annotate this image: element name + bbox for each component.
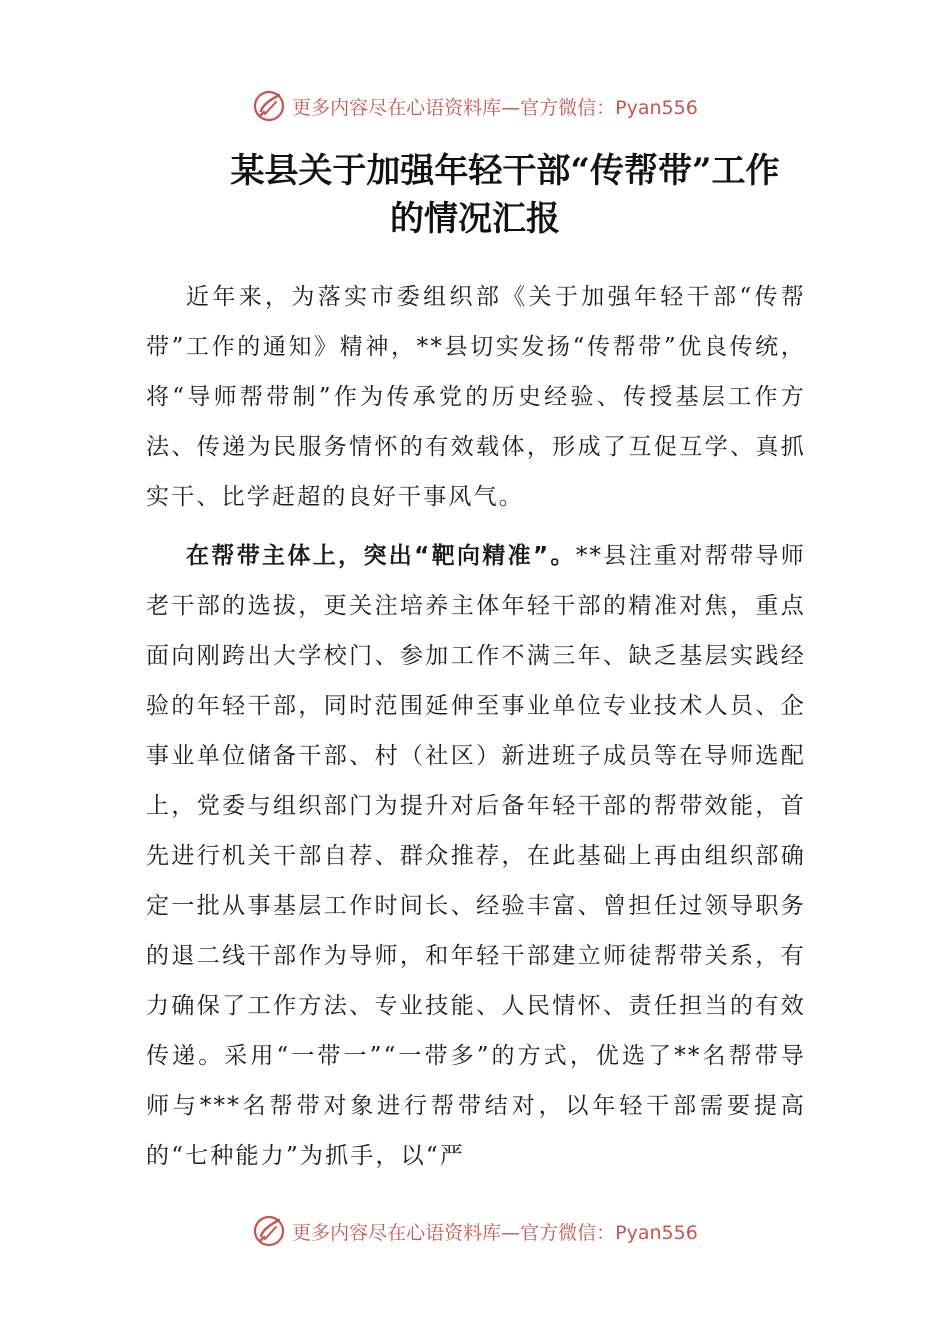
watermark-handle: Pyan556 <box>615 96 698 119</box>
watermark-handle: Pyan556 <box>615 1221 698 1244</box>
pen-logo-icon <box>252 1214 286 1248</box>
watermark-text <box>292 93 698 120</box>
watermark-text <box>292 1218 698 1245</box>
paragraph-1: 近年来，为落实市委组织部《关于加强年轻干部“传帮带”工作的通知》精神，**县切实发扬“传帮带”优良传统，将“导师帮带制”作为传承党的历史经验、传授基层工作方法、传递为民服务情怀的有效载体，形成了互促互学、真抓实干、比学赶超的良好干事风气。 <box>146 284 806 510</box>
header-watermark <box>0 86 950 126</box>
paragraph-2-heading: 在帮带主体上，突出“靶向精准”。 <box>186 543 576 569</box>
page-title-line2: 的情况汇报 <box>390 199 560 239</box>
page-title-line1: 某县关于加强年轻干部“传帮带”工作 <box>230 151 780 191</box>
paragraph-2-body: **县注重对帮带导师老干部的选拔，更关注培养主体年轻干部的精准对焦，重点面向刚跨出大学校门、参加工作不满三年、缺乏基层实践经验的年轻干部，同时范围延伸至事业单位专业技术人员、企事业单位储备干部、村（社区）新进班子成员等在导师选配上，党委与组织部门为提升对后备年轻干部的帮带效能，首先进行机关干部自荐、群众推荐，在此基础上再由组织部确定一批从事基层工作时间长、经验丰富、曾担任过领导职务的退二线干部作为导师，和年轻干部建立师徒帮带关系，有力确保了工作方法、专业技能、人民情怀、责任担当的有效传递。采用“一带一”“一带多”的方式，优选了**名帮带导师与***名帮带对象进行帮带结对，以年轻干部需要提高的“七种能力”为抓手，以“严 <box>146 543 806 1169</box>
footer-watermark <box>0 1211 950 1251</box>
watermark-label: 更多内容尽在心语资料库—官方微信： <box>292 96 616 119</box>
watermark-label: 更多内容尽在心语资料库—官方微信： <box>292 1221 616 1244</box>
pen-logo-icon <box>252 89 286 123</box>
paragraph-2 <box>146 531 806 1181</box>
